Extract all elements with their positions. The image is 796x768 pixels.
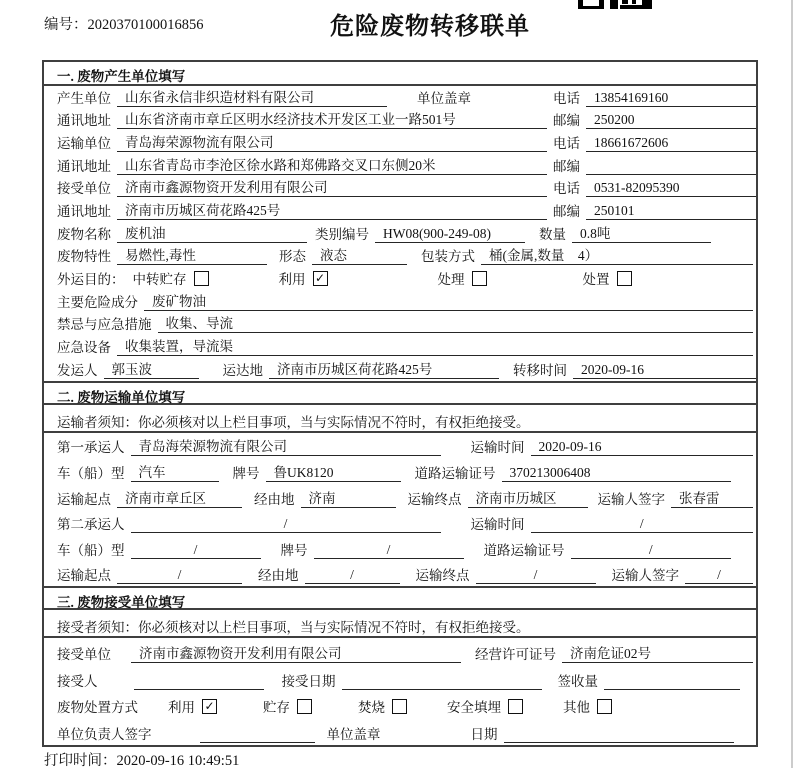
carrier-signature-value: 张春雷 [671,490,753,508]
road-license2-value: / [571,541,732,559]
vehicle2-row [44,535,756,561]
hazard-components-label: 主要危险成分 [57,294,138,310]
route-start-label: 运输起点 [57,491,111,507]
acceptor-value [134,672,264,690]
dispatch-row [44,358,756,381]
unit-head-signature-value [200,725,315,743]
emergency-equipment-row [44,335,756,358]
first-carrier-row [44,433,756,459]
dispatcher-label: 发运人 [57,362,98,378]
received-qty-value [604,672,740,690]
route2-start-label: 运输起点 [57,568,111,584]
serial-value: 2020370100016856 [87,17,204,33]
plate-label: 牌号 [232,465,260,481]
accept-date-value [342,672,542,690]
disposal-landfill-label: 安全填埋 [447,700,501,716]
accepting-unit-value: 济南市鑫源物资开发利用有限公司 [131,645,461,663]
transporter-phone-value: 18661672606 [586,134,756,152]
second-carrier-row [44,510,756,536]
disposal-incinerate-label: 焚烧 [358,700,385,716]
receiver-zip-label: 邮编 [553,204,580,220]
waste-name-value: 废机油 [117,225,307,243]
qr-code-fragment-icon [578,0,656,9]
waste-category-value: HW08(900-249-08) [375,225,525,243]
waste-traits-value: 易燃性,毒性 [117,247,267,265]
route2-via-value: / [305,566,400,584]
transport-time-label: 运输时间 [470,440,525,456]
emergency-equipment-label: 应急设备 [57,340,111,356]
signoff-row [44,718,756,745]
transport-time-value: 2020-09-16 [531,438,754,456]
scan-page-edge [791,0,793,768]
print-time [44,749,239,768]
waste-form-label: 形态 [279,249,306,265]
carrier2-signature-label: 运输人签字 [611,568,679,584]
emergency-measures-row [44,313,756,336]
disposal-storage-checkbox [297,699,312,714]
transporter-address-label: 通讯地址 [57,158,111,174]
transfer-purpose-label: 外运目的： [57,272,125,288]
transporter-address-value: 山东省青岛市李沧区徐水路和郑佛路交叉口东侧20米 [117,157,547,175]
packaging-value: 桶(金属,数量 4） [481,247,753,265]
route2-via-label: 经由地 [258,568,299,584]
transporter-zip-label: 邮编 [553,158,580,174]
operating-license-value: 济南危证02号 [562,645,753,663]
producer-row [44,86,756,109]
vehicle2-type-label: 车（船）型 [57,542,125,558]
waste-category-label: 类别编号 [315,226,369,242]
route2-end-value: / [476,566,596,584]
route-end-value: 济南市历城区 [468,490,588,508]
second-carrier-value: / [131,515,441,533]
acceptor-label: 接受人 [57,673,98,689]
receiver-label: 接受单位 [57,181,111,197]
producer-label: 产生单位 [57,90,111,106]
road-license2-label: 道路运输证号 [483,542,565,558]
unit-seal-label: 单位盖章 [417,90,471,106]
second-carrier-label: 第二承运人 [57,517,125,533]
producer-address-value: 山东省济南市章丘区明水经济技术开发区工业一路501号 [117,111,547,129]
route-start-value: 济南市章丘区 [117,490,242,508]
receiver-address-row [44,199,756,222]
serial-label: 编号： [44,17,88,33]
dispatcher-value: 郭玉波 [104,361,199,379]
route-via-label: 经由地 [254,491,295,507]
packaging-label: 包装方式 [421,249,475,265]
operating-license-label: 经营许可证号 [475,647,556,663]
producer-address-row [44,109,756,132]
emergency-measures-value: 收集、导流 [158,315,754,333]
section1-header: 一. 废物产生单位填写 [44,62,756,86]
disposal-method-row [44,692,756,719]
waste-qty-label: 数量 [539,226,566,242]
receiver-row [44,177,756,200]
producer-zip-label: 邮编 [553,113,580,129]
hazard-components-row [44,290,756,313]
purpose-treat-checkbox [472,271,487,286]
first-carrier-value: 青岛海荣源物流有限公司 [131,438,441,456]
receiver-address-value: 济南市历城区荷花路425号 [117,202,547,220]
purpose-utilize-checkbox: ✓ [313,271,328,286]
print-time-value: 2020-09-16 10:49:51 [116,753,240,768]
plate2-label: 牌号 [280,542,308,558]
first-carrier-label: 第一承运人 [57,440,125,456]
route-via-value: 济南 [301,490,396,508]
receiver-phone-value: 0531-82095390 [586,179,756,197]
purpose-utilize-label: 利用 [278,272,306,288]
transporter-phone-label: 电话 [553,136,580,152]
road-license-value: 370213006408 [502,464,732,482]
transporter-address-row [44,154,756,177]
purpose-transfer-storage-checkbox [194,271,209,286]
section3-header: 三. 废物接受单位填写 [44,586,756,610]
received-qty-label: 签收量 [557,673,598,689]
emergency-measures-label: 禁忌与应急措施 [57,317,152,333]
receiver-zip-value: 250101 [586,202,756,220]
producer-value: 山东省永信非织造材料有限公司 [117,89,387,107]
purpose-dispose-checkbox [617,271,632,286]
hazard-components-value: 废矿物油 [144,293,753,311]
waste-name-label: 废物名称 [57,226,111,242]
producer-zip-value: 250200 [586,111,756,129]
emergency-equipment-value: 收集装置，导流渠 [117,338,753,356]
waste-qty-value: 0.8吨 [572,225,711,243]
route2-row [44,561,756,587]
route2-end-label: 运输终点 [415,568,470,584]
unit-seal2-label: 单位盖章 [326,726,381,742]
manifest-form-table [42,60,758,747]
serial-number [44,13,204,34]
transporter-value: 青岛海荣源物流有限公司 [117,134,547,152]
route-row [44,484,756,510]
plate-value: 鲁UK8120 [266,464,401,482]
purpose-dispose-label: 处置 [582,272,610,288]
accept-date-label: 接受日期 [281,673,336,689]
receiver-phone-label: 电话 [553,181,580,197]
road-license-label: 道路运输证号 [414,465,496,481]
producer-phone-label: 电话 [553,90,580,106]
accepting-unit-label: 接受单位 [57,647,111,663]
disposal-incinerate-checkbox [392,699,407,714]
destination-label: 运达地 [222,362,263,378]
signoff-date-label: 日期 [470,726,498,742]
disposal-method-label: 废物处置方式 [57,700,138,716]
waste-form-value: 液态 [312,247,407,265]
transfer-purpose-row [44,267,756,290]
transfer-time-label: 转移时间 [513,362,567,378]
unit-head-signature-label: 单位负责人签字 [57,726,152,742]
transporter-notice: 运输者须知：你必须核对以上栏目事项，当与实际情况不符时，有权拒绝接受。 [44,405,756,433]
receiver-address-label: 通讯地址 [57,204,111,220]
transfer-time-value: 2020-09-16 [573,361,756,379]
plate2-value: / [314,541,464,559]
waste-traits-label: 废物特性 [57,249,111,265]
receiver-notice: 接受者须知：你必须核对以上栏目事项，当与实际情况不符时，有权拒绝接受。 [44,610,756,638]
vehicle-row [44,458,756,484]
disposal-landfill-checkbox [508,699,523,714]
route2-start-value: / [117,566,242,584]
destination-value: 济南市历城区荷花路425号 [269,361,499,379]
disposal-utilize-label: 利用 [168,700,195,716]
vehicle-type-value: 汽车 [131,464,219,482]
purpose-transfer-storage-label: 中转贮存 [132,272,187,288]
transporter-label: 运输单位 [57,136,111,152]
route-end-label: 运输终点 [407,491,462,507]
transport-time2-value: / [531,515,754,533]
acceptor-row [44,665,756,692]
transport-time2-label: 运输时间 [470,517,525,533]
producer-address-label: 通讯地址 [57,113,111,129]
vehicle-type-label: 车（船）型 [57,465,125,481]
signoff-date-value [504,725,735,743]
transporter-row [44,131,756,154]
producer-phone-value: 13854169160 [586,89,756,107]
transporter-zip-value [586,157,756,175]
print-time-label: 打印时间： [44,753,117,768]
waste-traits-row [44,245,756,268]
vehicle2-type-value: / [131,541,261,559]
carrier-signature-label: 运输人签字 [597,491,665,507]
purpose-treat-label: 处理 [437,272,465,288]
carrier2-signature-value: / [685,566,753,584]
disposal-utilize-checkbox: ✓ [202,699,217,714]
disposal-other-checkbox [597,699,612,714]
waste-name-row [44,222,756,245]
accepting-unit-row [44,638,756,665]
page-title: 危险废物转移联单 [330,14,530,40]
section2-header: 二. 废物运输单位填写 [44,381,756,405]
receiver-value: 济南市鑫源物资开发利用有限公司 [117,179,547,197]
disposal-storage-label: 贮存 [263,700,290,716]
disposal-other-label: 其他 [563,700,590,716]
